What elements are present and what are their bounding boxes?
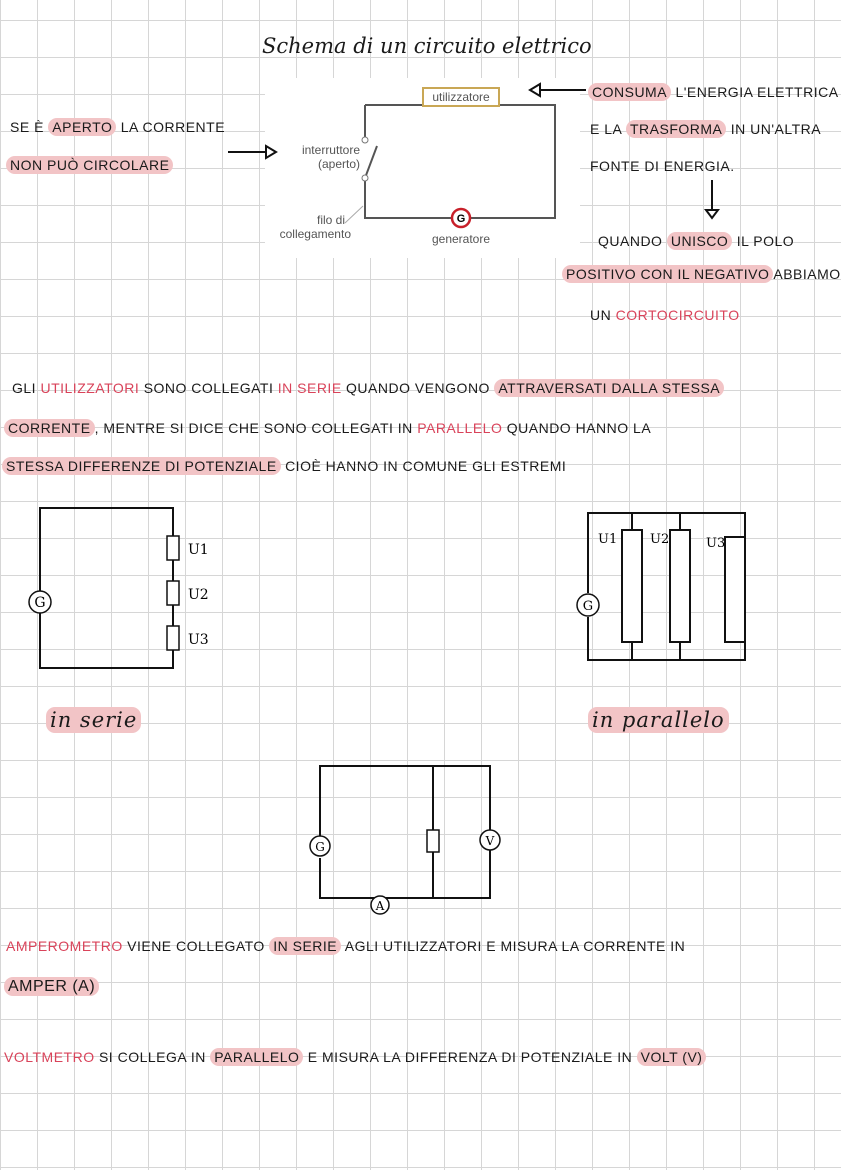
ammeter-line-2: AMPER (A) — [4, 978, 99, 996]
svg-text:U3: U3 — [188, 632, 209, 648]
interruttore-label: interruttore — [301, 143, 360, 157]
right-line-4: QUANDO UNISCO IL POLO — [598, 233, 795, 249]
aperto-label: (aperto) — [317, 157, 360, 171]
arrow-left-icon — [528, 82, 588, 98]
circuit-schema — [265, 78, 580, 258]
svg-text:G: G — [34, 595, 46, 611]
resistor-icon — [670, 530, 690, 642]
generatore-label: generatore — [431, 232, 491, 246]
collegamento-label: collegamento — [279, 227, 351, 241]
right-line-2: E LA TRASFORMA IN UN'ALTRA — [590, 121, 822, 137]
series-circuit — [20, 500, 220, 675]
meter-circuit — [305, 758, 505, 918]
svg-text:G: G — [456, 213, 466, 225]
svg-text:U2: U2 — [650, 532, 670, 547]
right-line-3: FONTE DI ENERGIA. — [590, 158, 735, 174]
left-line-2: NON PUÒ CIRCOLARE — [6, 157, 173, 173]
arrow-right-icon — [228, 144, 278, 160]
resistor-icon — [167, 581, 179, 605]
right-line-6: UN CORTOCIRCUITO — [590, 307, 740, 323]
arrow-down-icon — [704, 180, 720, 220]
svg-text:U2: U2 — [188, 587, 209, 603]
svg-text:U1: U1 — [188, 542, 209, 558]
series-label: in serie — [46, 708, 141, 732]
svg-text:U3: U3 — [706, 536, 726, 551]
voltmeter-line: VOLTMETRO SI COLLEGA IN PARALLELO E MISURA LA DIFFERENZA DI POTENZIALE IN VOLT (V) — [4, 1049, 706, 1065]
circuit-diagram — [265, 78, 580, 258]
right-line-5: POSITIVO CON IL NEGATIVO ABBIAMO — [562, 266, 841, 282]
utilizzatore-label: utilizzatore — [432, 90, 490, 104]
parallel-circuit — [570, 505, 750, 670]
resistor-icon — [427, 830, 439, 852]
para-line-2: CORRENTE , MENTRE SI DICE CHE SONO COLLEGATI IN PARALLELO QUANDO HANNO LA — [4, 420, 651, 436]
resistor-icon — [622, 530, 642, 642]
filo-label: filo di — [316, 213, 345, 227]
resistor-icon — [167, 536, 179, 560]
resistor-icon — [167, 626, 179, 650]
svg-text:A: A — [375, 899, 385, 913]
svg-text:G: G — [582, 599, 594, 614]
right-line-1: CONSUMA L'ENERGIA ELETTRICA — [588, 84, 839, 100]
page-title: Schema di un circuito elettrico — [262, 34, 592, 58]
svg-text:V: V — [485, 834, 495, 848]
svg-text:G: G — [315, 840, 325, 854]
left-line-1: SE È APERTO LA CORRENTE — [10, 119, 226, 135]
parallel-label: in parallelo — [588, 708, 729, 732]
resistor-icon — [725, 537, 745, 642]
para-line-1: GLI UTILIZZATORI SONO COLLEGATI IN SERIE QUANDO VENGONO ATTRAVERSATI DALLA STESSA — [12, 380, 724, 396]
ammeter-line-1: AMPEROMETRO VIENE COLLEGATO IN SERIE AGLI UTILIZZATORI E MISURA LA CORRENTE IN — [6, 938, 686, 954]
para-line-3: STESSA DIFFERENZE DI POTENZIALE CIOÈ HANNO IN COMUNE GLI ESTREMI — [2, 458, 566, 474]
svg-text:U1: U1 — [598, 532, 618, 547]
